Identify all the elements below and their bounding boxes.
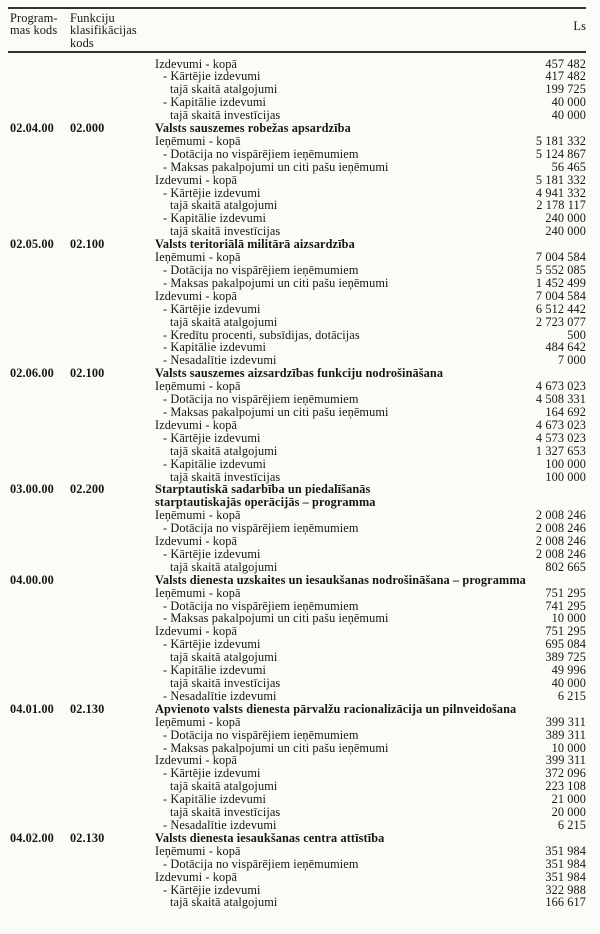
table-row <box>10 857 586 870</box>
item-label: - Kārtējie izdevumi <box>163 766 261 781</box>
table-row <box>10 793 586 806</box>
item-label: - Kredītu procenti, subsīdijas, dotācijas <box>163 327 360 342</box>
item-label: - Maksas pakalpojumi un citi pašu ieņēmumi <box>163 275 389 290</box>
item-label: Ieņēmumi - kopā <box>155 508 241 523</box>
amount-cell: 351 984 <box>545 856 586 871</box>
budget-document-page <box>0 7 600 934</box>
table-row <box>10 393 586 406</box>
item-label: - Dotācija no vispārējiem ieņēmumiem <box>163 146 359 161</box>
item-label: Ieņēmumi - kopā <box>155 133 241 148</box>
header-line: Program- <box>10 11 58 25</box>
table-row <box>10 728 586 741</box>
amount-cell: 322 988 <box>545 882 586 897</box>
table-row <box>10 896 586 909</box>
table-row <box>10 573 586 586</box>
item-label: - Kārtējie izdevumi <box>163 882 261 897</box>
program-code-cell: 04.00.00 <box>10 572 54 587</box>
table-row <box>10 470 586 483</box>
amount-cell: 417 482 <box>545 69 586 84</box>
item-label: Valsts dienesta uzskaites un iesaukšanas nodrošināšana – programma <box>155 572 526 587</box>
item-label: tajā skaitā investīcijas <box>170 469 281 484</box>
amount-cell: 372 096 <box>545 766 586 781</box>
table-row <box>10 419 586 432</box>
table-row <box>10 664 586 677</box>
table-row <box>10 160 586 173</box>
item-label: - Nesadalītie izdevumi <box>163 688 277 703</box>
item-label: tajā skaitā investīcijas <box>170 676 281 691</box>
amount-cell: 21 000 <box>551 792 586 807</box>
item-label: - Kapitālie izdevumi <box>163 340 267 355</box>
item-label: - Dotācija no vispārējiem ieņēmumiem <box>163 521 359 536</box>
table-row <box>10 457 586 470</box>
program-code-cell: 04.01.00 <box>10 701 54 716</box>
amount-cell: 2 723 077 <box>535 314 586 329</box>
table-row <box>10 496 586 509</box>
item-label: Valsts teritoriālā militārā aizsardzība <box>155 237 355 252</box>
item-label: - Kapitālie izdevumi <box>163 456 267 471</box>
amount-cell: 40 000 <box>551 676 586 691</box>
amount-cell: 2 008 246 <box>535 508 586 523</box>
item-label: - Dotācija no vispārējiem ieņēmumiem <box>163 263 359 278</box>
item-label: - Kārtējie izdevumi <box>163 185 261 200</box>
table-row <box>10 780 586 793</box>
amount-cell: 5 124 867 <box>535 146 586 161</box>
amount-cell: 4 508 331 <box>535 392 586 407</box>
amount-cell: 164 692 <box>545 404 586 419</box>
table-row <box>10 135 586 148</box>
amount-cell: 10 000 <box>551 611 586 626</box>
item-label: - Maksas pakalpojumi un citi pašu ieņēmumi <box>163 404 389 419</box>
amount-cell: 399 311 <box>545 753 586 768</box>
item-label: Izdevumi - kopā <box>155 56 238 71</box>
amount-cell: 399 311 <box>545 714 586 729</box>
amount-cell: 166 617 <box>545 895 586 910</box>
table-row <box>10 483 586 496</box>
item-label: - Maksas pakalpojumi un citi pašu ieņēmumi <box>163 159 389 174</box>
table-row <box>10 754 586 767</box>
item-label: - Nesadalītie izdevumi <box>163 817 277 832</box>
table-row <box>10 277 586 290</box>
header-line: mas kods <box>10 23 58 38</box>
amount-cell: 2 008 246 <box>535 521 586 536</box>
item-label: - Kapitālie izdevumi <box>163 792 267 807</box>
amount-cell: 7 000 <box>557 353 586 368</box>
amount-cell: 6 512 442 <box>535 301 586 316</box>
table-row <box>10 535 586 548</box>
item-label: tajā skaitā atalgojumi <box>170 314 278 329</box>
table-row <box>10 199 586 212</box>
item-label: - Dotācija no vispārējiem ieņēmumiem <box>163 856 359 871</box>
item-label: tajā skaitā atalgojumi <box>170 650 278 665</box>
table-row <box>10 819 586 832</box>
table-row <box>10 806 586 819</box>
table-row <box>10 83 586 96</box>
table-row <box>10 561 586 574</box>
item-label: Izdevumi - kopā <box>155 624 238 639</box>
table-row <box>10 883 586 896</box>
item-label: tajā skaitā atalgojumi <box>170 895 278 910</box>
item-label: tajā skaitā atalgojumi <box>170 779 278 794</box>
item-label: - Dotācija no vispārējiem ieņēmumiem <box>163 598 359 613</box>
amount-cell: 351 984 <box>545 843 586 858</box>
table-row <box>10 715 586 728</box>
table-row <box>10 238 586 251</box>
table-row <box>10 70 586 83</box>
amount-cell: 695 084 <box>545 637 586 652</box>
item-label: tajā skaitā atalgojumi <box>170 82 278 97</box>
amount-cell: 5 181 332 <box>535 133 586 148</box>
program-code-cell: 02.04.00 <box>10 121 54 136</box>
amount-cell: 2 008 246 <box>535 534 586 549</box>
item-label: - Kapitālie izdevumi <box>163 211 267 226</box>
amount-cell: 40 000 <box>551 95 586 110</box>
amount-cell: 389 311 <box>545 727 586 742</box>
item-label: Izdevumi - kopā <box>155 534 238 549</box>
amount-cell: 351 984 <box>545 869 586 884</box>
function-code-cell: 02.100 <box>70 237 105 252</box>
amount-cell: 4 941 332 <box>535 185 586 200</box>
table-row <box>10 96 586 109</box>
item-label: - Kārtējie izdevumi <box>163 69 261 84</box>
amount-cell: 240 000 <box>545 211 586 226</box>
amount-cell: 457 482 <box>545 56 586 71</box>
amount-cell: 7 004 584 <box>535 250 586 265</box>
table-row <box>10 186 586 199</box>
item-label: - Dotācija no vispārējiem ieņēmumiem <box>163 727 359 742</box>
table-row <box>10 341 586 354</box>
amount-cell: 6 215 <box>557 688 586 703</box>
header-program-code <box>10 12 70 37</box>
program-code-cell: 02.06.00 <box>10 366 54 381</box>
item-label: Starptautiskā sadarbība un piedalīšanās <box>155 482 371 497</box>
item-label: Apvienoto valsts dienesta pārvalžu racionalizācija un pilnveidošana <box>155 701 517 716</box>
table-row <box>10 522 586 535</box>
amount-cell: 802 665 <box>545 559 586 574</box>
item-label: - Kārtējie izdevumi <box>163 301 261 316</box>
item-label: Izdevumi - kopā <box>155 172 238 187</box>
table-header <box>10 12 586 49</box>
table-row <box>10 870 586 883</box>
item-label: Ieņēmumi - kopā <box>155 250 241 265</box>
item-label: tajā skaitā investīcijas <box>170 805 281 820</box>
header-line: kods <box>70 35 94 50</box>
item-label: Valsts dienesta iesaukšanas centra attīstība <box>155 830 385 845</box>
item-label: - Kārtējie izdevumi <box>163 637 261 652</box>
table-row <box>10 225 586 238</box>
program-code-cell: 02.05.00 <box>10 237 54 252</box>
amount-cell: 1 327 653 <box>535 443 586 458</box>
header-currency: Ls <box>573 19 586 33</box>
item-label: Valsts sauszemes aizsardzības funkciju nodrošināšana <box>155 366 444 381</box>
table-row <box>10 509 586 522</box>
function-code-cell: 02.130 <box>70 830 105 845</box>
table-body <box>10 57 586 909</box>
amount-cell: 240 000 <box>545 224 586 239</box>
amount-cell: 4 573 023 <box>535 430 586 445</box>
amount-cell: 223 108 <box>545 779 586 794</box>
table-row <box>10 444 586 457</box>
table-row <box>10 354 586 367</box>
header-function-code <box>70 12 573 49</box>
item-label: tajā skaitā investīcijas <box>170 108 281 123</box>
amount-cell: 2 178 117 <box>536 198 586 213</box>
item-label: - Kapitālie izdevumi <box>163 95 267 110</box>
table-row <box>10 380 586 393</box>
amount-cell: 5 181 332 <box>535 172 586 187</box>
table-row <box>10 367 586 380</box>
amount-cell: 2 008 246 <box>535 546 586 561</box>
item-label: - Kārtējie izdevumi <box>163 430 261 445</box>
item-label: Ieņēmumi - kopā <box>155 379 241 394</box>
item-label: tajā skaitā atalgojumi <box>170 559 278 574</box>
amount-cell: 4 673 023 <box>535 379 586 394</box>
table-row <box>10 57 586 70</box>
header-bottom-rule <box>8 51 586 53</box>
item-label: - Maksas pakalpojumi un citi pašu ieņēmumi <box>163 611 389 626</box>
function-code-cell: 02.200 <box>70 482 105 497</box>
amount-cell: 389 725 <box>545 650 586 665</box>
item-label: Izdevumi - kopā <box>155 288 238 303</box>
amount-cell: 49 996 <box>551 663 586 678</box>
amount-cell: 100 000 <box>545 456 586 471</box>
item-label: - Nesadalītie izdevumi <box>163 353 277 368</box>
amount-cell: 751 295 <box>545 624 586 639</box>
amount-cell: 100 000 <box>545 469 586 484</box>
header-line: klasifikācijas <box>70 23 137 38</box>
header-line: Funkciju <box>70 11 115 25</box>
table-row <box>10 251 586 264</box>
item-label: tajā skaitā atalgojumi <box>170 198 278 213</box>
table-row <box>10 625 586 638</box>
item-label: Ieņēmumi - kopā <box>155 714 241 729</box>
item-label: - Maksas pakalpojumi un citi pašu ieņēmumi <box>163 740 389 755</box>
table-row <box>10 302 586 315</box>
amount-cell: 6 215 <box>557 817 586 832</box>
amount-cell: 7 004 584 <box>535 288 586 303</box>
program-code-cell: 04.02.00 <box>10 830 54 845</box>
table-row <box>10 290 586 303</box>
amount-cell: 751 295 <box>545 585 586 600</box>
amount-cell: 40 000 <box>551 108 586 123</box>
item-label: tajā skaitā atalgojumi <box>170 443 278 458</box>
function-code-cell: 02.100 <box>70 366 105 381</box>
table-row <box>10 690 586 703</box>
item-label: Ieņēmumi - kopā <box>155 843 241 858</box>
amount-cell: 10 000 <box>551 740 586 755</box>
table-row <box>10 315 586 328</box>
amount-cell: 484 642 <box>545 340 586 355</box>
item-label: Izdevumi - kopā <box>155 417 238 432</box>
table-row <box>10 212 586 225</box>
table-row <box>10 599 586 612</box>
table-row <box>10 703 586 716</box>
table-row <box>10 406 586 419</box>
item-label: tajā skaitā investīcijas <box>170 224 281 239</box>
amount-cell: 199 725 <box>545 82 586 97</box>
table-row <box>10 741 586 754</box>
amount-cell: 1 452 499 <box>535 275 586 290</box>
item-label: - Dotācija no vispārējiem ieņēmumiem <box>163 392 359 407</box>
table-row <box>10 148 586 161</box>
table-row <box>10 638 586 651</box>
table-row <box>10 109 586 122</box>
item-label: starptautiskajās operācijās – programma <box>155 495 376 510</box>
table-row <box>10 845 586 858</box>
item-label: - Kārtējie izdevumi <box>163 546 261 561</box>
item-label: - Kapitālie izdevumi <box>163 663 267 678</box>
top-rule <box>8 7 586 9</box>
table-row <box>10 677 586 690</box>
table-row <box>10 548 586 561</box>
amount-cell: 4 673 023 <box>535 417 586 432</box>
amount-cell: 741 295 <box>545 598 586 613</box>
table-row <box>10 173 586 186</box>
table-row <box>10 264 586 277</box>
table-row <box>10 122 586 135</box>
amount-cell: 56 465 <box>551 159 586 174</box>
item-label: Ieņēmumi - kopā <box>155 585 241 600</box>
table-row <box>10 832 586 845</box>
table-row <box>10 328 586 341</box>
function-code-cell: 02.130 <box>70 701 105 716</box>
table-row <box>10 586 586 599</box>
item-label: Valsts sauszemes robežas apsardzība <box>155 121 351 136</box>
item-label: Izdevumi - kopā <box>155 869 238 884</box>
amount-cell: 20 000 <box>551 805 586 820</box>
table-row <box>10 432 586 445</box>
table-row <box>10 651 586 664</box>
program-code-cell: 03.00.00 <box>10 482 54 497</box>
amount-cell: 5 552 085 <box>535 263 586 278</box>
table-row <box>10 767 586 780</box>
amount-cell: 500 <box>567 327 586 342</box>
table-row <box>10 612 586 625</box>
function-code-cell: 02.000 <box>70 121 105 136</box>
item-label: Izdevumi - kopā <box>155 753 238 768</box>
